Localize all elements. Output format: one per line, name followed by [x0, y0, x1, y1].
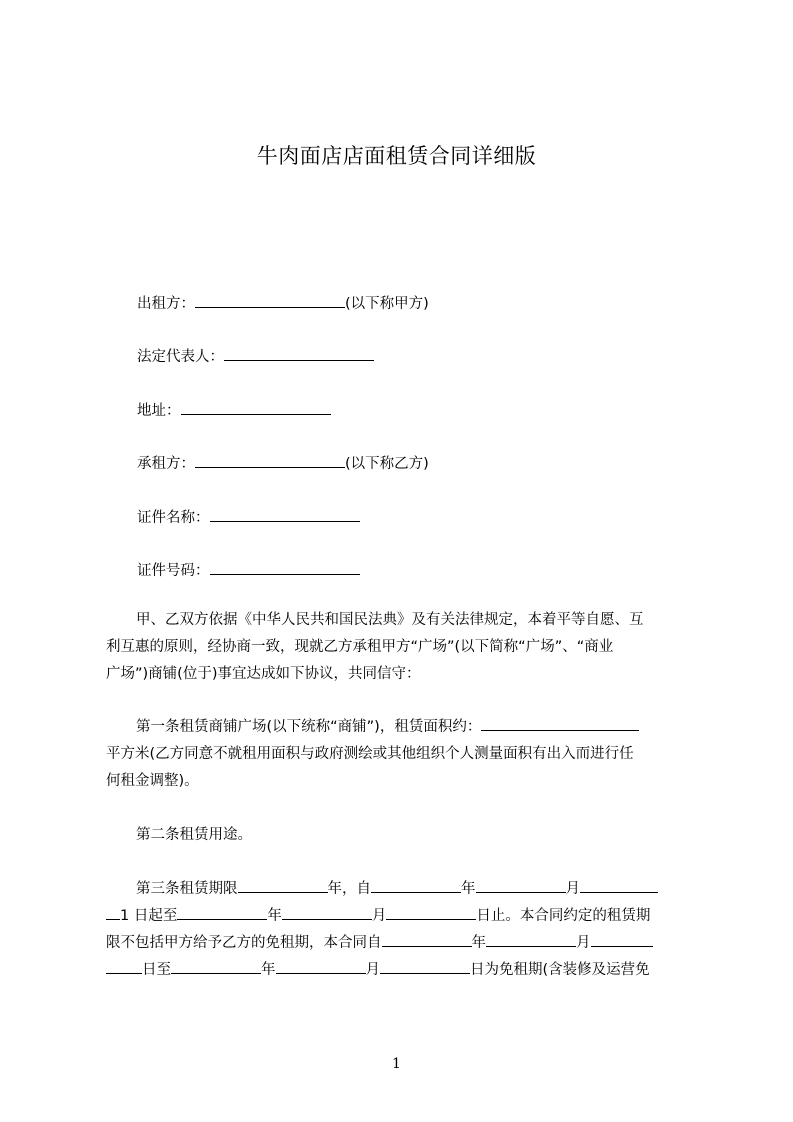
article-1-text: 第一条租赁商铺广场(以下统称“商铺”)，租赁面积约： — [136, 719, 482, 735]
id-number-field — [137, 559, 360, 580]
text: 年 — [471, 935, 486, 951]
text: 日为免租期(含装修及运营免 — [470, 962, 650, 978]
lessor-label: 出租方： — [137, 296, 195, 312]
area-blank — [481, 716, 639, 731]
address-blank — [181, 400, 331, 415]
intro-line: 广场”)商铺(位于)事宜达成如下协议，共同信守： — [106, 666, 421, 682]
text: 月 — [365, 962, 380, 978]
text: 1 日起至 — [120, 908, 178, 924]
text: 月 — [371, 908, 387, 924]
lessee-suffix: (以下称乙方) — [345, 456, 429, 472]
blank — [276, 959, 366, 974]
article-3-line — [106, 930, 702, 957]
article-1-line: 平方米(乙方同意不就租用面积与政府测绘或其他组织个人测量面积有出入而进行任 — [106, 746, 634, 762]
article-2 — [106, 822, 702, 849]
lessor-blank — [195, 293, 345, 308]
blank — [106, 959, 142, 974]
blank — [238, 878, 328, 893]
blank — [591, 932, 653, 947]
blank — [486, 932, 576, 947]
intro-line: 甲、乙双方依据《中华人民共和国民法典》及有关法律规定，本着平等自愿、互 — [136, 612, 644, 628]
document-title: 牛肉面店店面租赁合同详细版 — [256, 144, 537, 168]
article-1-line: 何租金调整)。 — [106, 773, 199, 789]
blank — [177, 905, 267, 920]
article-1-line — [106, 714, 702, 741]
lessor-field — [137, 292, 429, 313]
text: 日止。本合同约定的租赁期 — [476, 908, 651, 924]
article-3-line — [106, 876, 702, 903]
legal-rep-field — [137, 345, 374, 366]
id-number-label: 证件号码： — [137, 563, 210, 579]
blank — [580, 878, 658, 893]
blank — [171, 959, 261, 974]
intro-paragraph — [106, 607, 702, 688]
page-number: 1 — [392, 1056, 401, 1072]
text: 年 — [267, 908, 282, 924]
blank — [380, 959, 470, 974]
blank — [282, 905, 372, 920]
address-field — [137, 399, 331, 420]
text: 年 — [261, 962, 276, 978]
blank — [386, 905, 476, 920]
text: 年，自 — [327, 881, 371, 897]
lessee-label: 承租方： — [137, 456, 195, 472]
id-name-blank — [210, 507, 360, 522]
blank — [106, 905, 120, 920]
article-3-line — [106, 903, 702, 930]
lessor-suffix: (以下称甲方) — [345, 296, 429, 312]
lessee-blank — [195, 453, 345, 468]
text: 月 — [576, 935, 591, 951]
article-2-text: 第二条租赁用途。 — [136, 827, 252, 843]
blank — [382, 932, 472, 947]
blank — [476, 878, 566, 893]
address-label: 地址： — [137, 403, 181, 419]
id-number-blank — [210, 560, 360, 575]
lessee-field — [137, 452, 429, 473]
article-3 — [106, 876, 702, 984]
blank — [371, 878, 461, 893]
text: 第三条租赁期限 — [136, 881, 238, 897]
text: 限不包括甲方给予乙方的免租期，本合同自 — [106, 935, 382, 951]
id-name-field — [137, 506, 360, 527]
text: 月 — [565, 881, 580, 897]
article-3-line — [106, 957, 702, 984]
text: 日至 — [142, 962, 171, 978]
legal-rep-label: 法定代表人： — [137, 349, 224, 365]
intro-line: 利互惠的原则，经协商一致，现就乙方承租甲方“广场”(以下简称“广场”、“商业 — [106, 639, 614, 655]
id-name-label: 证件名称： — [137, 510, 210, 526]
article-1 — [106, 714, 702, 795]
text: 年 — [461, 881, 476, 897]
legal-rep-blank — [224, 346, 374, 361]
